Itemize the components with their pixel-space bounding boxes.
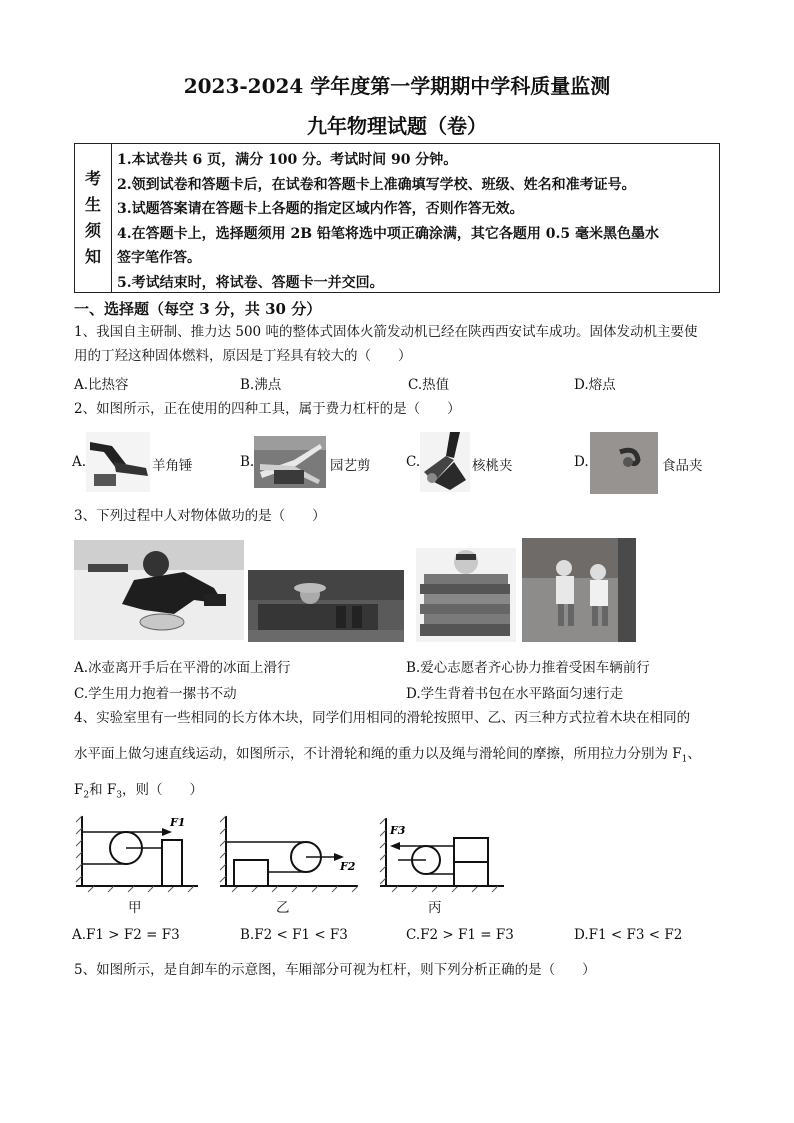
q2-option-d-label: 食品夹 bbox=[662, 458, 703, 474]
q4-option-b: B.F2 < F1 < F3 bbox=[240, 927, 348, 943]
q1-stem-line2: 用的丁羟这种固体燃料，原因是丁羟具有较大的（ ） bbox=[74, 348, 412, 364]
q2-option-a-letter: A. bbox=[72, 454, 87, 470]
q2-option-b-label: 园艺剪 bbox=[330, 458, 371, 474]
notice-side-char: 知 bbox=[84, 247, 101, 266]
notice-line: 4.在答题卡上，选择题须用 2B 铅笔将选中项正确涂满，其它各题用 0.5 毫米黑色墨水 bbox=[117, 225, 660, 242]
force-label-f2: F2 bbox=[340, 860, 356, 873]
exam-notice-box bbox=[74, 143, 720, 293]
notice-line: 5.考试结束时，将试卷、答题卡一并交回。 bbox=[117, 274, 384, 291]
q4-stem-line2: 水平面上做匀速直线运动，如图所示，不计滑轮和绳的重力以及绳与滑轮间的摩擦，所用拉力分别为 $F_1$、 bbox=[74, 746, 701, 765]
q4-option-a: A.F1 > F2 = F3 bbox=[72, 927, 180, 943]
exam-subtitle: 九年物理试题（卷） bbox=[307, 114, 487, 138]
notice-line: 3.试题答案请在答题卡上各题的指定区域内作答，否则作答无效。 bbox=[117, 201, 524, 217]
force-label-f1: F1 bbox=[170, 816, 186, 829]
notice-line: 1.本试卷共 6 页，满分 100 分。考试时间 90 分钟。 bbox=[117, 152, 458, 168]
claw-hammer-photo bbox=[86, 432, 150, 492]
garden-shears-photo bbox=[254, 436, 326, 488]
diagram-label-jia: 甲 bbox=[128, 900, 142, 916]
q3-stem: 3、下列过程中人对物体做功的是（ ） bbox=[74, 508, 326, 524]
q2-option-b-letter: B. bbox=[240, 454, 255, 470]
curling-photo bbox=[74, 540, 244, 640]
q4-option-d: D.F1 < F3 < F2 bbox=[574, 927, 683, 943]
q1-option-c: C.热值 bbox=[408, 377, 450, 393]
q4-stem-line1: 4、实验室里有一些相同的长方体木块，同学们用相同的滑轮按照甲、乙、丙三种方式拉着木块在相同的 bbox=[74, 710, 691, 726]
q2-option-d-letter: D. bbox=[574, 454, 589, 470]
notice-line: 签字笔作答。 bbox=[117, 250, 201, 266]
pulley-diagram-yi bbox=[218, 814, 360, 892]
notice-side-char: 考 bbox=[84, 169, 101, 188]
q3-option-d: D.学生背着书包在水平路面匀速行走 bbox=[406, 686, 624, 702]
q3-option-b: B.爱心志愿者齐心协力推着受困车辆前行 bbox=[406, 660, 650, 676]
exam-title: 2023-2024 学年度第一学期期中学科质量监测 bbox=[183, 74, 611, 98]
diagram-label-bing: 丙 bbox=[428, 900, 442, 916]
pulley-diagram-jia bbox=[74, 812, 200, 892]
notice-side-label bbox=[75, 144, 112, 292]
notice-side-char: 生 bbox=[84, 195, 101, 214]
hold-books-photo bbox=[416, 548, 516, 642]
food-tongs-photo bbox=[590, 432, 658, 494]
notice-line: 2.领到试卷和答题卡后，在试卷和答题卡上准确填写学校、班级、姓名和准考证号。 bbox=[117, 176, 636, 193]
q2-option-a-label: 羊角锤 bbox=[152, 458, 193, 474]
nutcracker-photo bbox=[420, 432, 470, 492]
notice-side-char: 须 bbox=[84, 221, 101, 240]
walk-backpack-photo bbox=[522, 538, 636, 642]
q4-option-c: C.F2 > F1 = F3 bbox=[406, 927, 514, 943]
q2-option-c-letter: C. bbox=[406, 454, 421, 470]
pulley-diagram-bing bbox=[378, 816, 506, 892]
q2-option-c-label: 核桃夹 bbox=[472, 458, 513, 474]
notice-lines bbox=[117, 148, 717, 295]
section-heading: 一、选择题（每空 3 分，共 30 分） bbox=[74, 300, 322, 318]
push-car-photo bbox=[248, 570, 404, 642]
q1-stem-line1: 1、我国自主研制、推力达 500 吨的整体式固体火箭发动机已经在陕西西安试车成功。固体发动机主要使 bbox=[74, 324, 698, 340]
force-label-f3: F3 bbox=[390, 824, 406, 837]
q3-option-a: A.冰壶离开手后在平滑的冰面上滑行 bbox=[74, 660, 291, 676]
q1-option-d: D.熔点 bbox=[574, 377, 616, 393]
q4-stem-line3: $F_2$和 $F_3$，则（ ） bbox=[74, 782, 204, 801]
q5-stem: 5、如图所示，是自卸车的示意图，车厢部分可视为杠杆，则下列分析正确的是（ ） bbox=[74, 962, 596, 978]
q3-option-c: C.学生用力抱着一摞书不动 bbox=[74, 686, 237, 702]
q1-option-a: A.比热容 bbox=[74, 377, 129, 393]
diagram-label-yi: 乙 bbox=[276, 900, 290, 916]
q2-stem: 2、如图所示，正在使用的四种工具，属于费力杠杆的是（ ） bbox=[74, 401, 461, 417]
q1-option-b: B.沸点 bbox=[240, 377, 282, 393]
